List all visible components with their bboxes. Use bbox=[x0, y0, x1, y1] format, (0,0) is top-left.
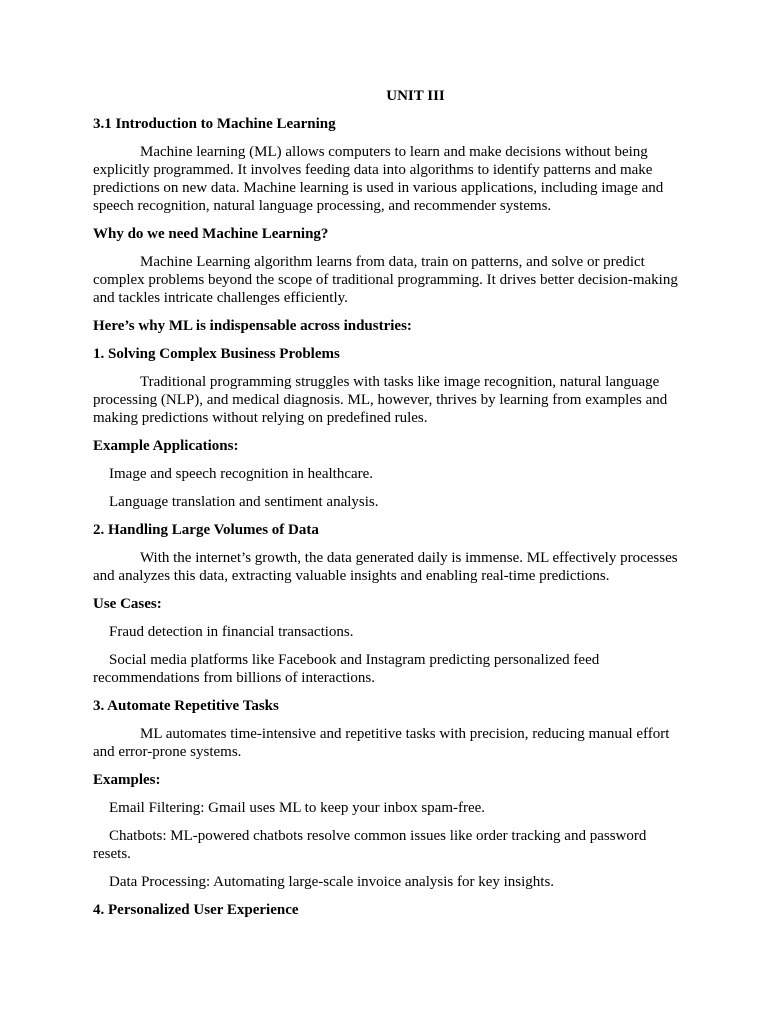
list-item: Data Processing: Automating large-scale invoice analysis for key insights. bbox=[109, 874, 555, 890]
section-3-paragraph: ML automates time-intensive and repetitive tasks with precision, reducing manual effort and error-prone systems. bbox=[93, 726, 670, 760]
section-2-paragraph: With the internet’s growth, the data generated daily is immense. ML effectively processes and analyzes this data, extracting valuable insights and enabling real-time predictions. bbox=[93, 550, 678, 584]
section-1-paragraph: Traditional programming struggles with tasks like image recognition, natural language processing (NLP), and medical diagnosis. ML, however, thrives by learning from examples and making predictions without relying on predefined rules. bbox=[93, 374, 668, 426]
industries-heading: Here’s why ML is indispensable across industries: bbox=[93, 318, 412, 334]
why-paragraph: Machine Learning algorithm learns from data, train on patterns, and solve or predict complex problems beyond the scope of traditional programming. It drives better decision-making and tackles intricate challenges efficiently. bbox=[93, 254, 678, 306]
why-heading: Why do we need Machine Learning? bbox=[93, 226, 329, 242]
list-item: Chatbots: ML-powered chatbots resolve common issues like order tracking and password resets. bbox=[93, 828, 647, 862]
section-2-subheading: Use Cases: bbox=[93, 596, 162, 612]
list-item: Image and speech recognition in healthcare. bbox=[109, 466, 374, 482]
section-3-heading: 3. Automate Repetitive Tasks bbox=[93, 698, 279, 714]
section-3-subheading: Examples: bbox=[93, 772, 161, 788]
section-heading: 3.1 Introduction to Machine Learning bbox=[93, 116, 336, 132]
unit-title: UNIT III bbox=[386, 88, 445, 104]
section-1-heading: 1. Solving Complex Business Problems bbox=[93, 346, 340, 362]
document-body bbox=[93, 87, 678, 929]
section-2-heading: 2. Handling Large Volumes of Data bbox=[93, 522, 319, 538]
section-1-subheading: Example Applications: bbox=[93, 438, 239, 454]
list-item: Email Filtering: Gmail uses ML to keep your inbox spam-free. bbox=[109, 800, 486, 816]
intro-paragraph: Machine learning (ML) allows computers to learn and make decisions without being explicitly programmed. It involves feeding data into algorithms to identify patterns and make predictions on new data. Machine learning is used in various applications, including image and speech recognition, natural language processing, and recommender systems. bbox=[93, 144, 664, 214]
list-item: Social media platforms like Facebook and Instagram predicting personalized feed recommendations from billions of interactions. bbox=[93, 652, 600, 686]
list-item: Fraud detection in financial transactions. bbox=[109, 624, 354, 640]
section-4-heading: 4. Personalized User Experience bbox=[93, 902, 299, 918]
list-item: Language translation and sentiment analysis. bbox=[109, 494, 379, 510]
